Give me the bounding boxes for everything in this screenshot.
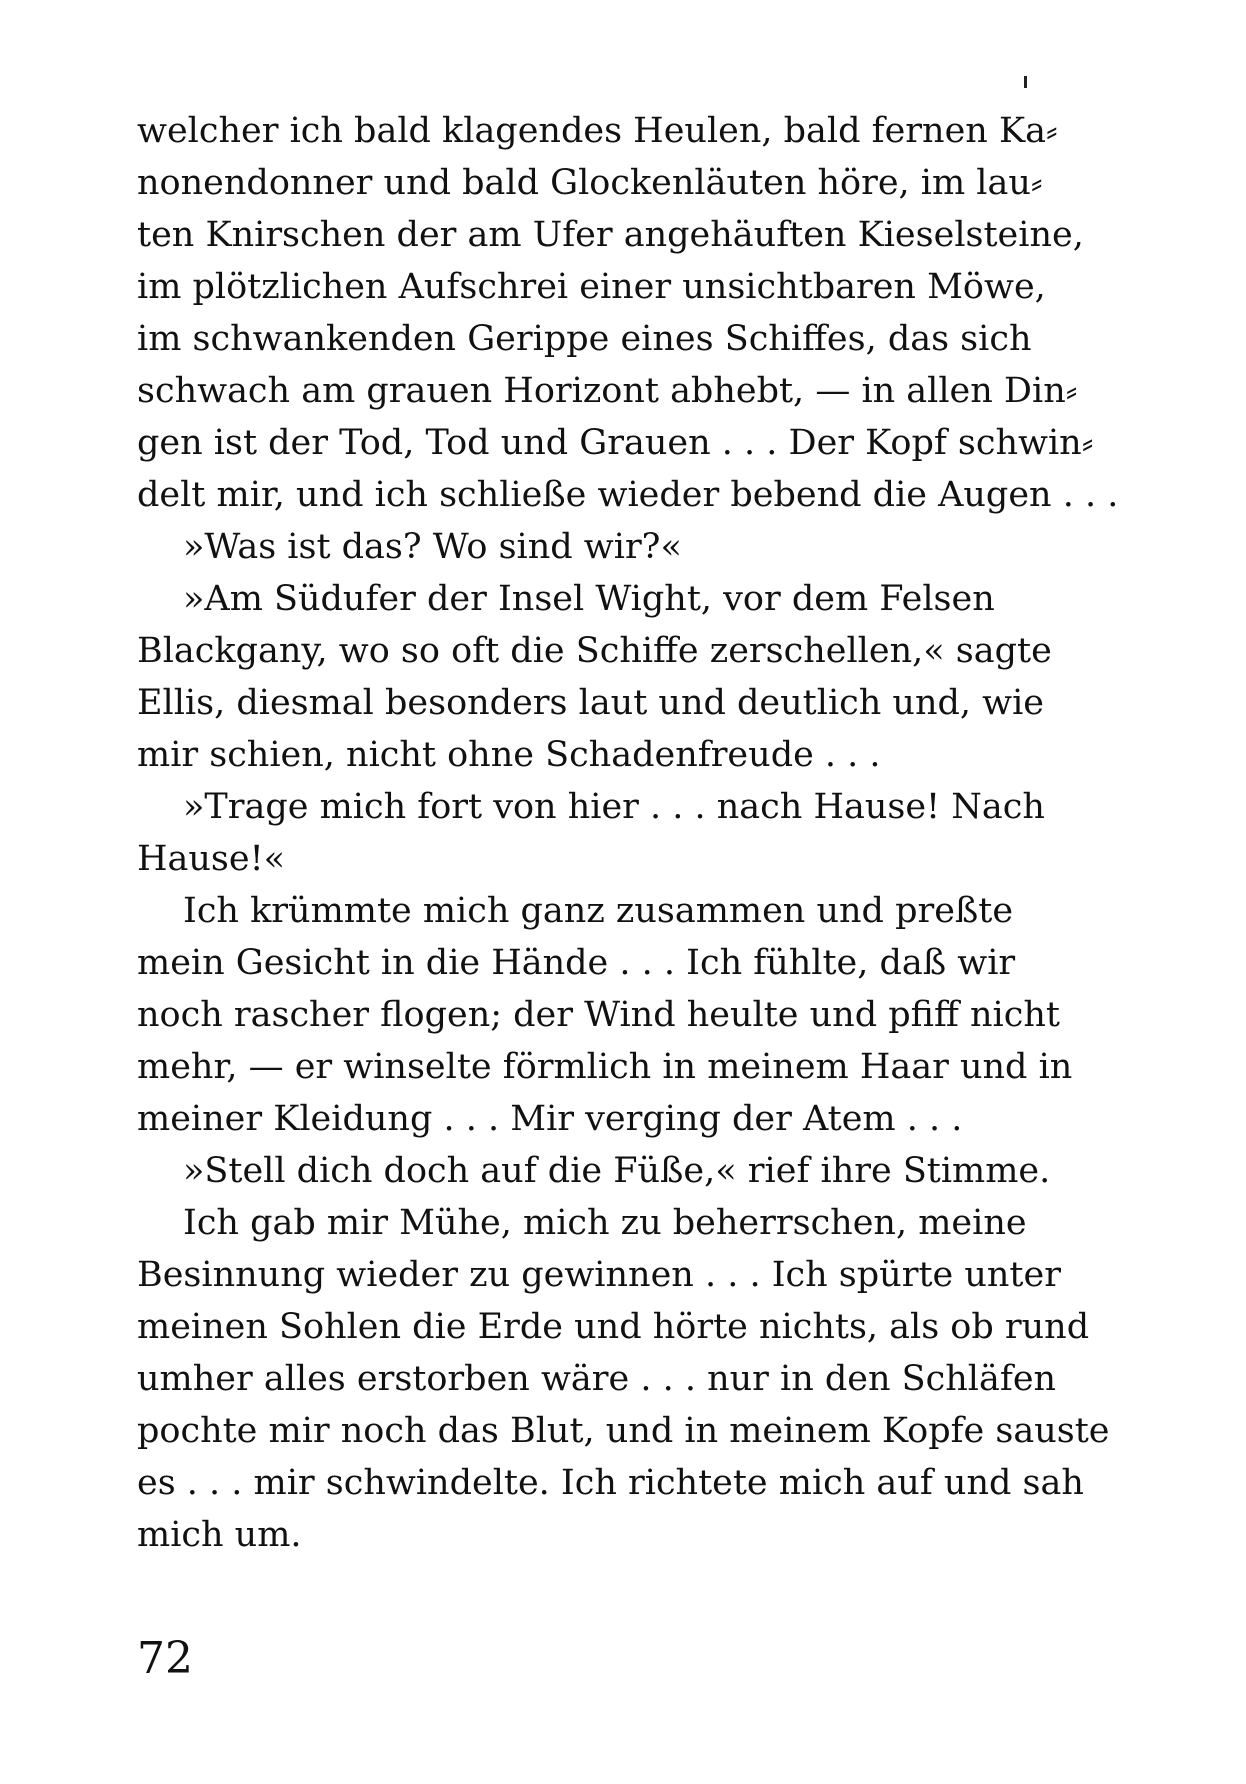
- text-line: »Stell dich doch auf die Füße,« rief ihre Stimme.: [183, 1151, 1051, 1191]
- text-line: Hause!«: [137, 839, 286, 879]
- text-line: Blackgany, wo so oft die Schiffe zerschellen,« sagte: [137, 631, 1052, 671]
- text-line: im schwankenden Gerippe eines Schiffes, das sich: [137, 319, 1032, 359]
- text-line: schwach am grauen Horizont abhebt, — in allen Din⸗: [137, 371, 1078, 411]
- text-line: mich um.: [137, 1515, 302, 1555]
- text-line: Ich gab mir Mühe, mich zu beherrschen, meine: [183, 1203, 1027, 1243]
- text-line: nonendonner und bald Glockenläuten höre, im lau⸗: [137, 163, 1043, 203]
- text-line: Ich krümmte mich ganz zusammen und preßte: [183, 891, 1014, 931]
- text-line: pochte mir noch das Blut, und in meinem Kopfe sauste: [137, 1411, 1110, 1451]
- text-line: Ellis, diesmal besonders laut und deutlich und, wie: [137, 683, 1045, 723]
- text-line: im plötzlichen Aufschrei einer unsichtbaren Möwe,: [137, 267, 1046, 307]
- body-text: [137, 105, 1119, 1561]
- text-line: mehr, — er winselte förmlich in meinem Haar und in: [137, 1047, 1073, 1087]
- text-line: mir schien, nicht ohne Schadenfreude . . .: [137, 735, 881, 775]
- text-line: es . . . mir schwindelte. Ich richtete mich auf und sah: [137, 1463, 1084, 1503]
- text-line: delt mir, und ich schließe wieder bebend die Augen . . .: [137, 475, 1119, 515]
- text-line: meiner Kleidung . . . Mir verging der Atem . . .: [137, 1099, 963, 1139]
- text-line: »Was ist das? Wo sind wir?«: [183, 527, 682, 567]
- text-line: Besinnung wieder zu gewinnen . . . Ich spürte unter: [137, 1255, 1061, 1295]
- margin-mark: [1024, 76, 1027, 88]
- text-line: »Trage mich fort von hier . . . nach Hause! Nach: [183, 787, 1045, 827]
- text-line: »Am Südufer der Insel Wight, vor dem Felsen: [183, 579, 995, 619]
- text-line: umher alles erstorben wäre . . . nur in den Schläfen: [137, 1359, 1057, 1399]
- text-line: ten Knirschen der am Ufer angehäuften Kieselsteine,: [137, 215, 1084, 255]
- text-line: welcher ich bald klagendes Heulen, bald fernen Ka⸗: [137, 111, 1058, 151]
- text-line: noch rascher flogen; der Wind heulte und pfiff nicht: [137, 995, 1060, 1035]
- text-line: gen ist der Tod, Tod und Grauen . . . Der Kopf schwin⸗: [137, 423, 1094, 463]
- text-line: mein Gesicht in die Hände . . . Ich fühlte, daß wir: [137, 943, 1016, 983]
- text-line: meinen Sohlen die Erde und hörte nichts, als ob rund: [137, 1307, 1090, 1347]
- page-number: 72: [137, 1633, 193, 1684]
